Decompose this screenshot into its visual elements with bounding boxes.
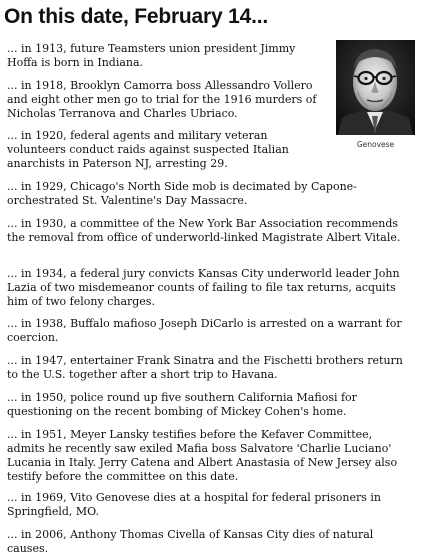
- entry-1930: ... in 1930, a committee of the New York Bar Association recommends the removal from office of underworld-linked Magistrate Albert Vitale.: [7, 217, 401, 244]
- entry-1929: ... in 1929, Chicago's North Side mob is decimated by Capone-orchestrated St. Valentine's Day Massacre.: [7, 180, 357, 207]
- entry-1913: ... in 1913, future Teamsters union president Jimmy Hoffa is born in Indiana.: [7, 42, 296, 69]
- entry-1920: ... in 1920, federal agents and military veteran volunteers conduct raids against suspected Italian anarchists in Paterson NJ, arresting 29.: [7, 129, 289, 170]
- photo-figure: [336, 40, 415, 149]
- entry-1938: ... in 1938, Buffalo mafioso Joseph DiCarlo is arrested on a warrant for coercion.: [7, 317, 402, 344]
- entry-1951: ... in 1951, Meyer Lansky testifies before the Kefaver Committee, admits he recently saw exiled Mafia boss Salvatore 'Charlie Luciano' Lucania in Italy. Jerry Catena and Albert Anastasia of New Jersey also testify before the committee on this date.: [7, 428, 398, 483]
- entry-1950: ... in 1950, police round up five southern California Mafiosi for questioning on the recent bombing of Mickey Cohen's home.: [7, 391, 357, 418]
- portrait-image: [336, 40, 415, 135]
- entry-2006: ... in 2006, Anthony Thomas Civella of Kansas City dies of natural causes.: [7, 528, 374, 555]
- entry-1918: ... in 1918, Brooklyn Camorra boss Allessandro Vollero and eight other men go to trial for the 1916 murders of Nicholas Terranova and Charles Ubriaco.: [7, 79, 317, 120]
- entry-1947: ... in 1947, entertainer Frank Sinatra and the Fischetti brothers return to the U.S. together after a short trip to Havana.: [7, 354, 403, 381]
- entry-1934: ... in 1934, a federal jury convicts Kansas City underworld leader John Lazia of two misdemeanor counts of failing to file tax returns, acquits him of two felony charges.: [7, 267, 400, 308]
- page-title: On this date, February 14...: [4, 5, 268, 28]
- entry-1969: ... in 1969, Vito Genovese dies at a hospital for federal prisoners in Springfield, MO.: [7, 491, 381, 518]
- genovese-photo: [336, 40, 415, 135]
- photo-caption: Genovese: [356, 140, 395, 149]
